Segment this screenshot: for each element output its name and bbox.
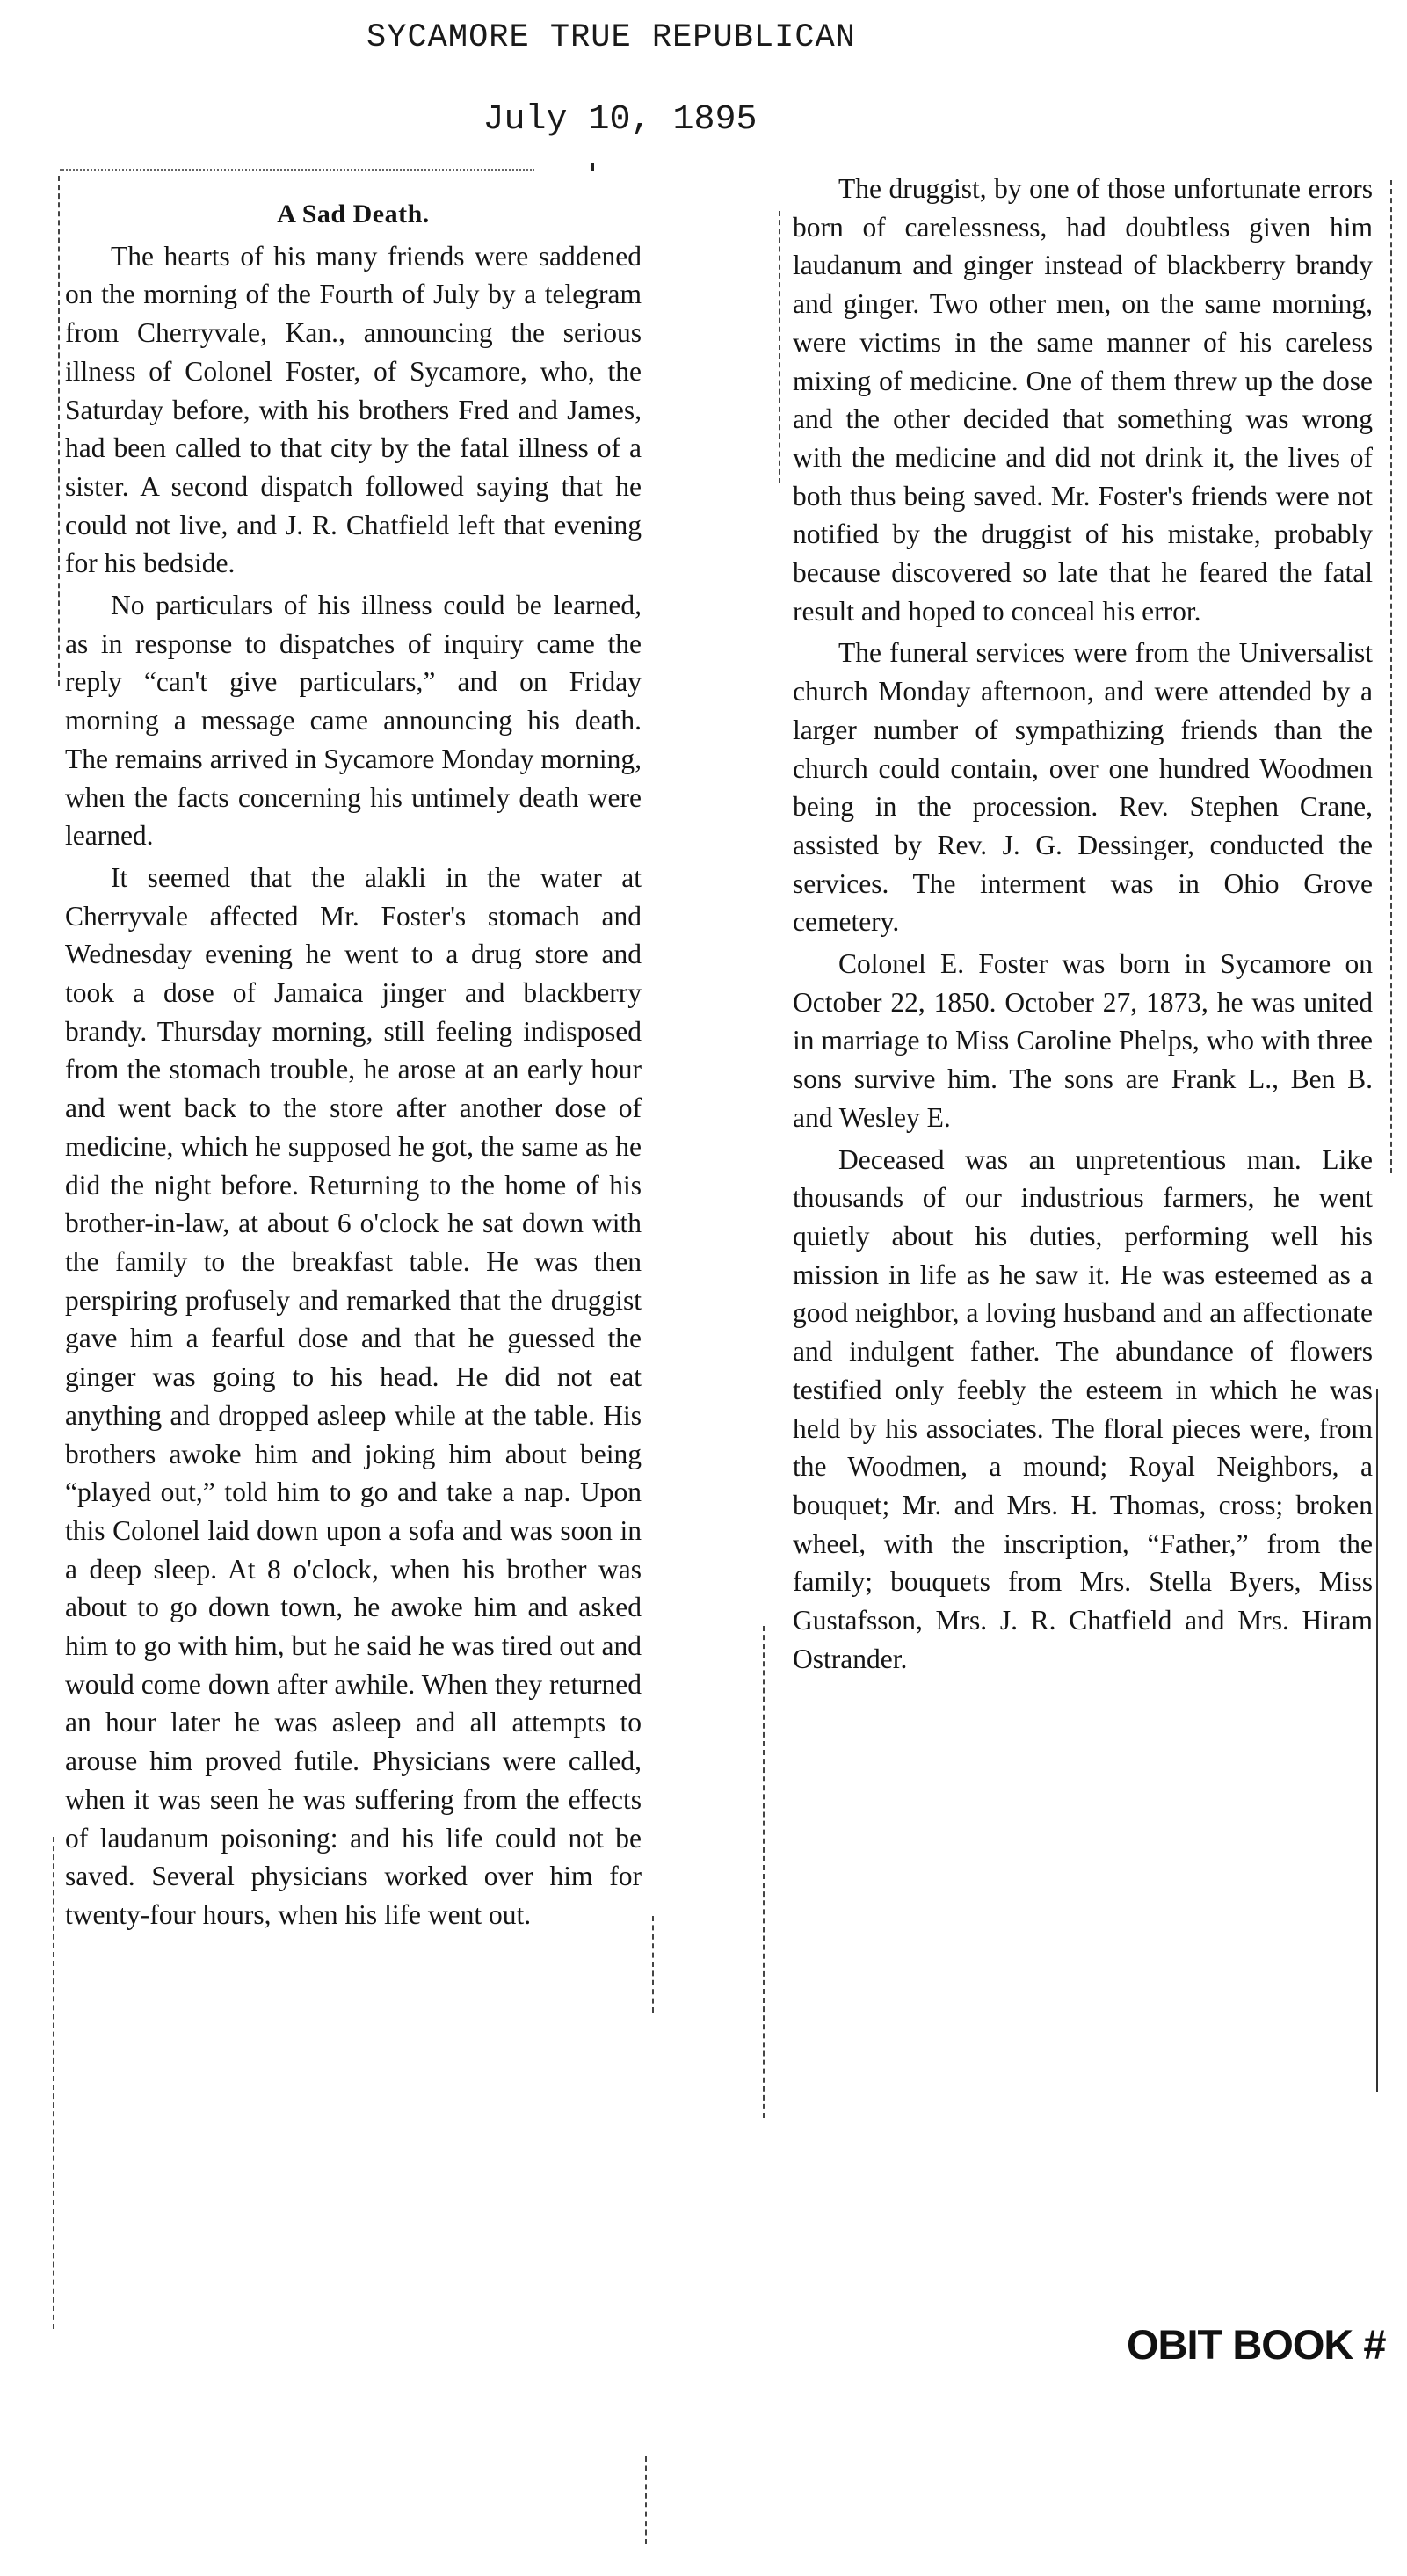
publication-date: July 10, 1895 [482, 100, 758, 140]
left-column-right-edge-mark [652, 1916, 654, 2013]
article-paragraph: The hearts of his many friends were saddened on the morning of the Fourth of July by a telegram from Cherryvale, Kan., announcing the serious illness of Colonel Foster, of Sycamore, who, the Saturday before, with his brothers Fred and James, had been called to that city by the fatal illness of a sister. A second dispatch followed saying that he could not live, and J. R. Chatfield left that evening for his bedside. [65, 240, 642, 579]
article-paragraph: Deceased was an unpretentious man. Like thousands of our industrious farmers, he went quietly about his duties, performing well his mission in life as he saw it. He was esteemed as a good neighbor, a loving husband and an affectionate and indulgent father. The abundance of flowers testified only feebly the esteem in which he was held by his associates. The floral pieces were, from the Woodmen, a mound; Royal Neighbors, a bouquet; Mr. and Mrs. H. Thomas, cross; broken wheel, with the inscription, “Father,” from the family; bouquets from Mrs. Stella Byers, Miss Gustafsson, Mrs. J. R. Chatfield and Mrs. Hiram Ostrander. [793, 1143, 1373, 1674]
article-paragraph: The druggist, by one of those unfortunate errors born of carelessness, had doubtless given him laudanum and ginger instead of blackberry brandy and ginger. Two other men, on the same morning, were victims in the same manner of his careless mixing of medicine. One of them threw up the dose and the other decided that something was wrong with the medicine and did not drink it, the lives of both thus being saved. Mr. Foster's friends were not notified by the druggist of his mistake, probably because discovered so late that he feared the fatal result and hoped to conceal his error. [793, 173, 1373, 627]
article-paragraph: It seemed that the alakli in the water at Cherryvale affected Mr. Foster's stomach and Wednesday evening he went to a drug store and took a dose of Jamaica jinger and blackberry brandy. Thursday morning, still feeling indisposed from the stomach trouble, he arose at an early hour and went back to the store after another dose of medicine, which he supposed he got, the same as he did the night before. Returning to the home of his brother-in-law, at about 6 o'clock he sat down with the family to the breakfast table. He was then perspiring profusely and remarked that the druggist gave him a fearful dose and that he guessed the ginger was going to his head. He did not eat anything and dropped asleep while at the table. His brothers awoke him and joking him about being “played out,” told him to go and take a nap. Upon this Colonel laid down upon a sofa and was soon in a deep sleep. At 8 o'clock, when his brother was about to go down town, he awoke him and asked him to go with him, but he said he was tired out and would come down after awhile. When they returned an hour later he was asleep and all attempts to arouse him proved futile. Physicians were called, when it was seen he was suffering from the effects of laudanum poisoning: and his life could not be saved. Several physicians worked over him for twenty-four hours, when his life went out. [65, 861, 642, 1930]
article-paragraph: Colonel E. Foster was born in Sycamore on October 22, 1850. October 27, 1873, he was united in marriage to Miss Caroline Phelps, who with three sons survive him. The sons are Frank L., Ben B. and Wesley E. [793, 948, 1373, 1133]
article-paragraph: No particulars of his illness could be learned, as in response to dispatches of inquiry came the reply “can't give particulars,” and on Friday morning a message came announcing his death. The remains arrived in Sycamore Monday morning, when the facts concerning his untimely death were learned. [65, 590, 642, 852]
article-paragraph: The funeral services were from the Universalist church Monday afternoon, and were attended by a larger number of sympathizing friends than the church could contain, over one hundred Woodmen being in the procession. Rev. Stephen Crane, assisted by Rev. J. G. Dessinger, conducted the services. The interment was in Ohio Grove cemetery. [793, 637, 1373, 938]
article-left-column [65, 195, 642, 1934]
left-column-border-lower [53, 1837, 54, 2329]
column-top-rule [60, 169, 534, 171]
article-headline: A Sad Death. [277, 200, 430, 229]
obit-book-stamp: OBIT BOOK # [1127, 2321, 1386, 2368]
column-top-mark [591, 163, 594, 171]
article-right-column [793, 170, 1373, 1678]
right-column-right-rule [1376, 1389, 1378, 2092]
left-column-border [58, 176, 60, 686]
newspaper-title: SYCAMORE TRUE REPUBLICAN [366, 19, 856, 56]
left-column-bottom-edge-mark [645, 2456, 647, 2544]
right-column-left-border-lower [763, 1626, 765, 2118]
right-column-left-border [779, 211, 780, 483]
right-column-right-border [1390, 180, 1392, 1173]
